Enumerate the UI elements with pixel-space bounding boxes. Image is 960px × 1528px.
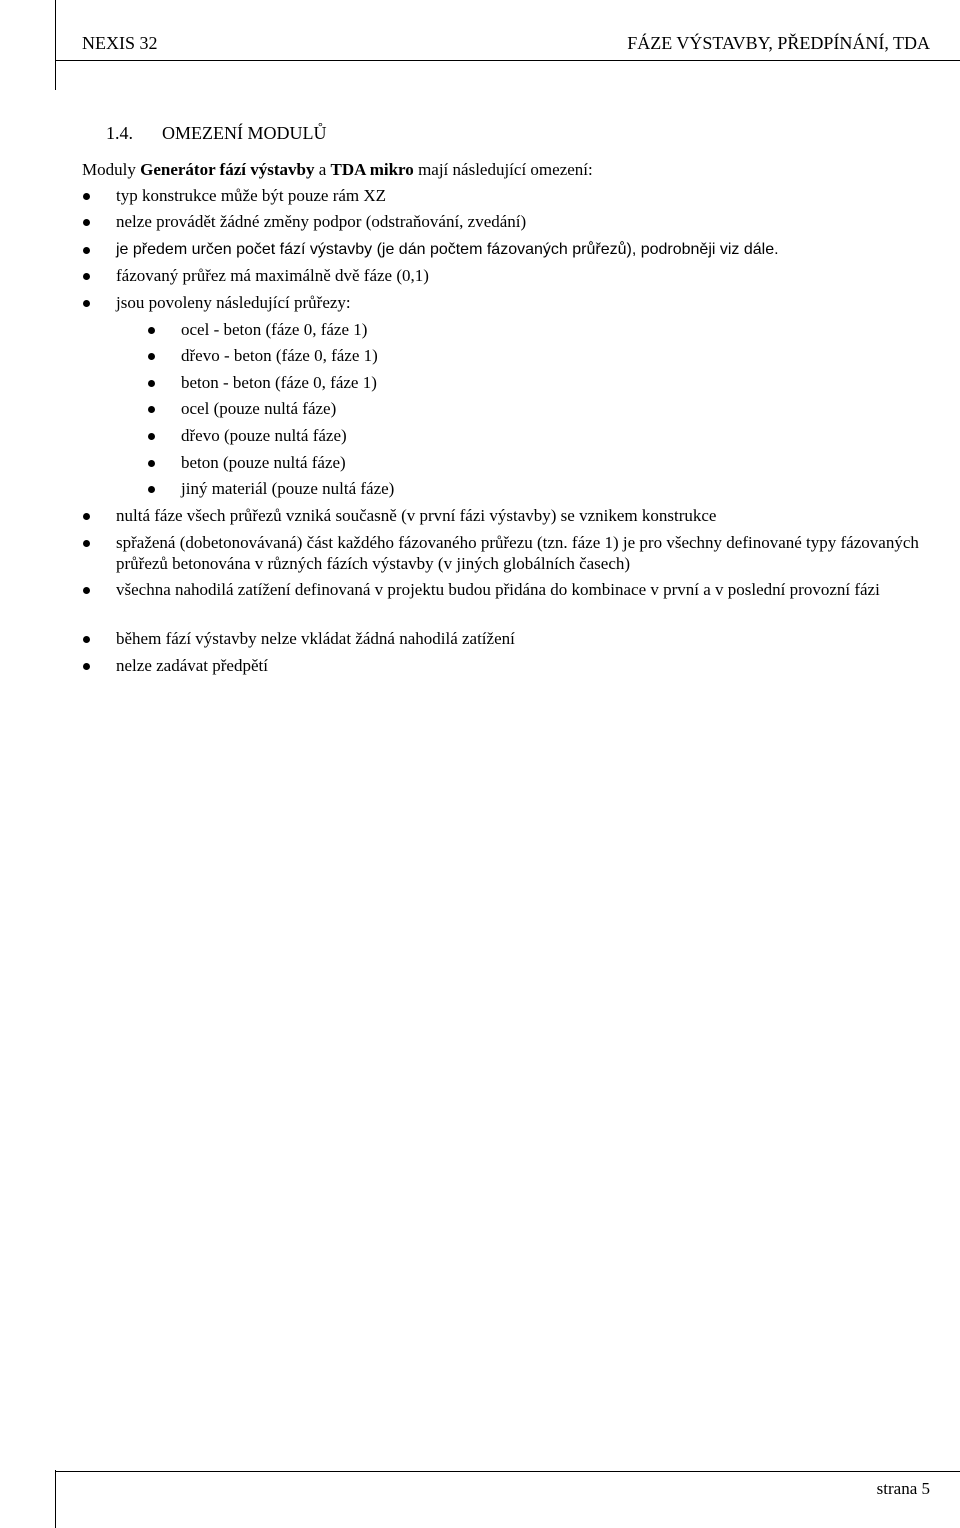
bullet-icon: [83, 587, 90, 594]
sub-list-item: [181, 372, 921, 393]
intro-text-2: a: [314, 160, 331, 179]
sub-list-item: [181, 425, 921, 446]
sub-list-item-text: ocel - beton (fáze 0, fáze 1): [181, 320, 368, 339]
list-item: [116, 505, 936, 526]
sub-list-item-text: beton - beton (fáze 0, fáze 1): [181, 373, 377, 392]
list-item: [116, 655, 936, 676]
list-item-text: nelze provádět žádné změny podpor (odstraňování, zvedání): [116, 212, 527, 231]
section-title-text: OMEZENÍ MODULŮ: [162, 123, 327, 143]
list-item-text: nultá fáze všech průřezů vzniká současně (v první fázi výstavby) se vznikem konstrukce: [116, 506, 717, 525]
bullet-icon: [83, 247, 90, 254]
list-item: [116, 239, 936, 260]
sub-list-item-text: ocel (pouze nultá fáze): [181, 399, 337, 418]
intro-bold-module-2: TDA mikro: [330, 160, 414, 179]
footer-rule-vertical: [55, 1470, 56, 1528]
list-item: [116, 628, 936, 649]
bullet-icon: [83, 513, 90, 520]
sub-list-item-text: dřevo (pouze nultá fáze): [181, 426, 347, 445]
list-item-text: fázovaný průřez má maximálně dvě fáze (0,1): [116, 266, 429, 285]
sub-list-item: [181, 345, 921, 366]
list-item-text: všechna nahodilá zatížení definovaná v projektu budou přidána do kombinace v první a v poslední provozní fázi: [116, 580, 880, 599]
list-item-text: typ konstrukce může být pouze rám XZ: [116, 186, 387, 205]
bullet-icon: [148, 433, 155, 440]
sub-list-item-text: beton (pouze nultá fáze): [181, 453, 346, 472]
list-item-text: jsou povoleny následující průřezy:: [116, 293, 351, 312]
bullet-icon: [83, 193, 90, 200]
sub-list-item: [181, 319, 921, 340]
header-rule: [55, 60, 960, 61]
intro-paragraph: [82, 159, 593, 181]
list-item: [116, 292, 936, 313]
bullet-icon: [148, 406, 155, 413]
bullet-icon: [83, 636, 90, 643]
header-chapter: FÁZE VÝSTAVBY, PŘEDPÍNÁNÍ, TDA: [627, 33, 930, 53]
header-rule-vertical: [55, 0, 56, 90]
list-item: [116, 579, 936, 600]
list-item-text: během fází výstavby nelze vkládat žádná nahodilá zatížení: [116, 629, 515, 648]
bullet-icon: [83, 300, 90, 307]
section-number: 1.4.: [106, 123, 133, 143]
intro-text-3: mají následující omezení:: [413, 160, 593, 179]
list-item-text: je předem určen počet fází výstavby (je dán počtem fázovaných průřezů), podrobněji viz dále.: [116, 241, 779, 258]
header-product: NEXIS 32: [82, 33, 158, 53]
sub-list-item-text: dřevo - beton (fáze 0, fáze 1): [181, 346, 378, 365]
list-item-text: spřažená (dobetonovávaná) část každého fázovaného průřezu (tzn. fáze 1) je pro všechny definované typy fázovaných průřezů betonována v různých fázích výstavby (v jiných globálních časech): [116, 533, 919, 573]
bullet-icon: [83, 540, 90, 547]
section-title: [106, 122, 326, 144]
list-item: [116, 211, 936, 232]
footer-rule: [55, 1471, 960, 1472]
page-number: strana 5: [876, 1479, 930, 1498]
bullet-icon: [148, 460, 155, 467]
sub-list-item: [181, 398, 921, 419]
list-item: [116, 185, 936, 206]
bullet-icon: [148, 353, 155, 360]
list-item: [116, 265, 936, 286]
list-item-text: nelze zadávat předpětí: [116, 656, 268, 675]
bullet-icon: [148, 486, 155, 493]
intro-bold-module-1: Generátor fází výstavby: [140, 160, 315, 179]
bullet-icon: [148, 327, 155, 334]
bullet-icon: [148, 380, 155, 387]
bullet-icon: [83, 273, 90, 280]
sub-list-item: [181, 478, 921, 499]
bullet-icon: [83, 663, 90, 670]
sub-list-item-text: jiný materiál (pouze nultá fáze): [181, 479, 395, 498]
list-item: [116, 532, 936, 574]
intro-text-1: Moduly: [82, 160, 141, 179]
bullet-icon: [83, 219, 90, 226]
sub-list-item: [181, 452, 921, 473]
